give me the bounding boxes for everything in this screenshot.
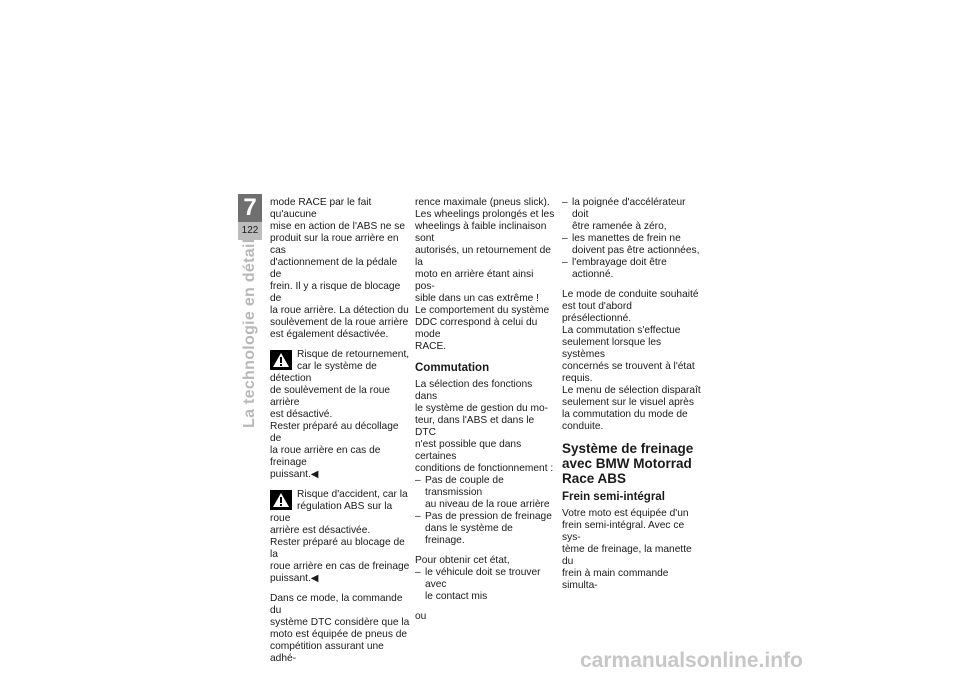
bullet-dash: – bbox=[415, 567, 421, 578]
text-line: La sélection des fonctions dans bbox=[415, 379, 533, 402]
text-line: puissant.◀ bbox=[270, 573, 319, 584]
text-line: la commutation du mode de bbox=[562, 409, 688, 420]
text-line: mode RACE par le fait qu'aucune bbox=[270, 197, 372, 220]
text-line: la roue arrière. La détection du bbox=[270, 305, 409, 316]
paragraph bbox=[415, 379, 555, 475]
text-line: est également désactivée. bbox=[270, 329, 389, 340]
text-line: tème de freinage, la manette du bbox=[562, 544, 692, 567]
text-line: requis. bbox=[562, 373, 593, 384]
text-line: soulèvement de la roue arrière bbox=[270, 317, 409, 328]
text-line: Le menu de sélection disparaît bbox=[562, 385, 701, 396]
text-line: ou bbox=[415, 611, 427, 622]
text-line: seulement lorsque les systèmes bbox=[562, 337, 662, 360]
text-line: les manettes de frein ne bbox=[572, 233, 681, 244]
closing-paragraph bbox=[270, 593, 410, 665]
text-line: la roue arrière en cas de freinage bbox=[270, 445, 381, 468]
text-line: sible dans un cas extrême ! bbox=[415, 293, 540, 304]
text-line: wheelings à faible inclinaison sont bbox=[415, 221, 547, 244]
text-line: Risque d'accident, car la bbox=[297, 489, 408, 500]
text-line: Pour obtenir cet état, bbox=[415, 555, 510, 566]
text-line: Pas de pression de freinage bbox=[425, 511, 552, 522]
text-line: arrière est désactivée. bbox=[270, 525, 371, 536]
text-line: mise en action de l'ABS ne se bbox=[270, 221, 406, 232]
text-line: Pas de couple de transmission bbox=[425, 475, 504, 498]
text-column-3 bbox=[562, 197, 702, 592]
text-line: car le système de détection bbox=[270, 361, 377, 384]
text-line: moto en arrière étant ainsi pos- bbox=[415, 269, 534, 292]
bullet-dash: – bbox=[562, 233, 568, 244]
paragraph bbox=[562, 289, 702, 433]
heading-line: Système de freinage bbox=[562, 441, 694, 456]
text-line: être ramenée à zéro, bbox=[572, 221, 667, 232]
list-item bbox=[415, 475, 555, 511]
heading-line: avec BMW Motorrad bbox=[562, 456, 692, 471]
section-heading-brake-system bbox=[562, 441, 702, 486]
warning-triangle-icon bbox=[270, 350, 292, 370]
text-line: système DTC considère que la bbox=[270, 617, 410, 628]
bullet-dash: – bbox=[562, 257, 568, 268]
text-line: La commutation s'effectue bbox=[562, 325, 681, 336]
text-line: compétition assurant une adhé- bbox=[270, 641, 384, 664]
text-line: puissant.◀ bbox=[270, 469, 319, 480]
list-item bbox=[562, 233, 702, 257]
text-line: au niveau de la roue arrière bbox=[425, 499, 550, 510]
text-line: roue arrière en cas de freinage bbox=[270, 561, 410, 572]
bullet-dash: – bbox=[415, 475, 421, 486]
text-line: n'est possible que dans certaines bbox=[415, 439, 522, 462]
text-line: est désactivé. bbox=[270, 409, 333, 420]
watermark: carmanualsonline.info bbox=[580, 649, 803, 672]
text-line: produit sur la roue arrière en cas bbox=[270, 233, 399, 256]
text-line: teur, dans l'ABS et dans le DTC bbox=[415, 415, 535, 438]
text-line: seulement sur le visuel après bbox=[562, 397, 694, 408]
text-line: dans le système de freinage. bbox=[425, 523, 513, 546]
text-line: Rester préparé au blocage de la bbox=[270, 537, 405, 560]
text-line: concernés se trouvent à l'état bbox=[562, 361, 695, 372]
text-line: frein semi-intégral. Avec ce sys- bbox=[562, 520, 685, 543]
list-item bbox=[562, 197, 702, 233]
text-line: moto est équipée de pneus de bbox=[270, 629, 408, 640]
paragraph bbox=[562, 508, 702, 592]
intro-paragraph bbox=[270, 197, 410, 341]
text-line: d'actionnement de la pédale de bbox=[270, 257, 398, 280]
text-line: conduite. bbox=[562, 421, 604, 432]
list-item bbox=[562, 257, 702, 281]
page-number: 122 bbox=[241, 225, 259, 236]
text-column-2 bbox=[415, 197, 555, 623]
section-heading-commutation: Commutation bbox=[415, 362, 490, 374]
bullet-dash: – bbox=[562, 197, 568, 208]
warning-accident bbox=[270, 489, 410, 585]
text-line: la poignée d'accélérateur doit bbox=[572, 197, 686, 220]
text-line: de soulèvement de la roue arrière bbox=[270, 385, 391, 408]
text-line: Votre moto est équipée d'un bbox=[562, 508, 689, 519]
text-column-1 bbox=[270, 197, 410, 665]
text-line: Risque de retournement, bbox=[297, 349, 410, 360]
text-line: le système de gestion du mo- bbox=[415, 403, 549, 414]
list-item bbox=[415, 511, 555, 547]
text-line: est tout d'abord présélectionné. bbox=[562, 301, 632, 324]
text-line: Les wheelings prolongés et les bbox=[415, 209, 555, 220]
text-line: doivent pas être actionnées, bbox=[572, 245, 700, 256]
text-line: RACE. bbox=[415, 341, 447, 352]
text-line: Le comportement du système bbox=[415, 305, 550, 316]
text-line: régulation ABS sur la roue bbox=[270, 501, 393, 524]
chapter-number: 7 bbox=[238, 194, 262, 222]
text-line: rence maximale (pneus slick). bbox=[415, 197, 550, 208]
warning-triangle-icon bbox=[270, 490, 292, 510]
text-line: frein. Il y a risque de blocage de bbox=[270, 281, 401, 304]
list-item bbox=[415, 567, 555, 603]
bullet-dash: – bbox=[415, 511, 421, 522]
text-line: DDC correspond à celui du mode bbox=[415, 317, 538, 340]
subheading-semi-integral: Frein semi-intégral bbox=[562, 491, 665, 503]
text-line: Rester préparé au décollage de bbox=[270, 421, 399, 444]
text-line: frein à main commande simulta- bbox=[562, 568, 669, 591]
intro-paragraph bbox=[415, 197, 555, 353]
text-line: Le mode de conduite souhaité bbox=[562, 289, 699, 300]
text-line: conditions de fonctionnement : bbox=[415, 463, 554, 474]
warning-rollover bbox=[270, 349, 410, 481]
text-line: Dans ce mode, la commande du bbox=[270, 593, 403, 616]
text-line: l'embrayage doit être actionné. bbox=[572, 257, 667, 280]
text-line: le véhicule doit se trouver avec bbox=[425, 567, 541, 590]
text-line: autorisés, un retournement de la bbox=[415, 245, 551, 268]
chapter-side-title: La technologie en détail bbox=[241, 238, 258, 428]
heading-line: Race ABS bbox=[562, 471, 627, 486]
chapter-marker bbox=[238, 194, 262, 240]
text-line: le contact mis bbox=[425, 591, 488, 602]
